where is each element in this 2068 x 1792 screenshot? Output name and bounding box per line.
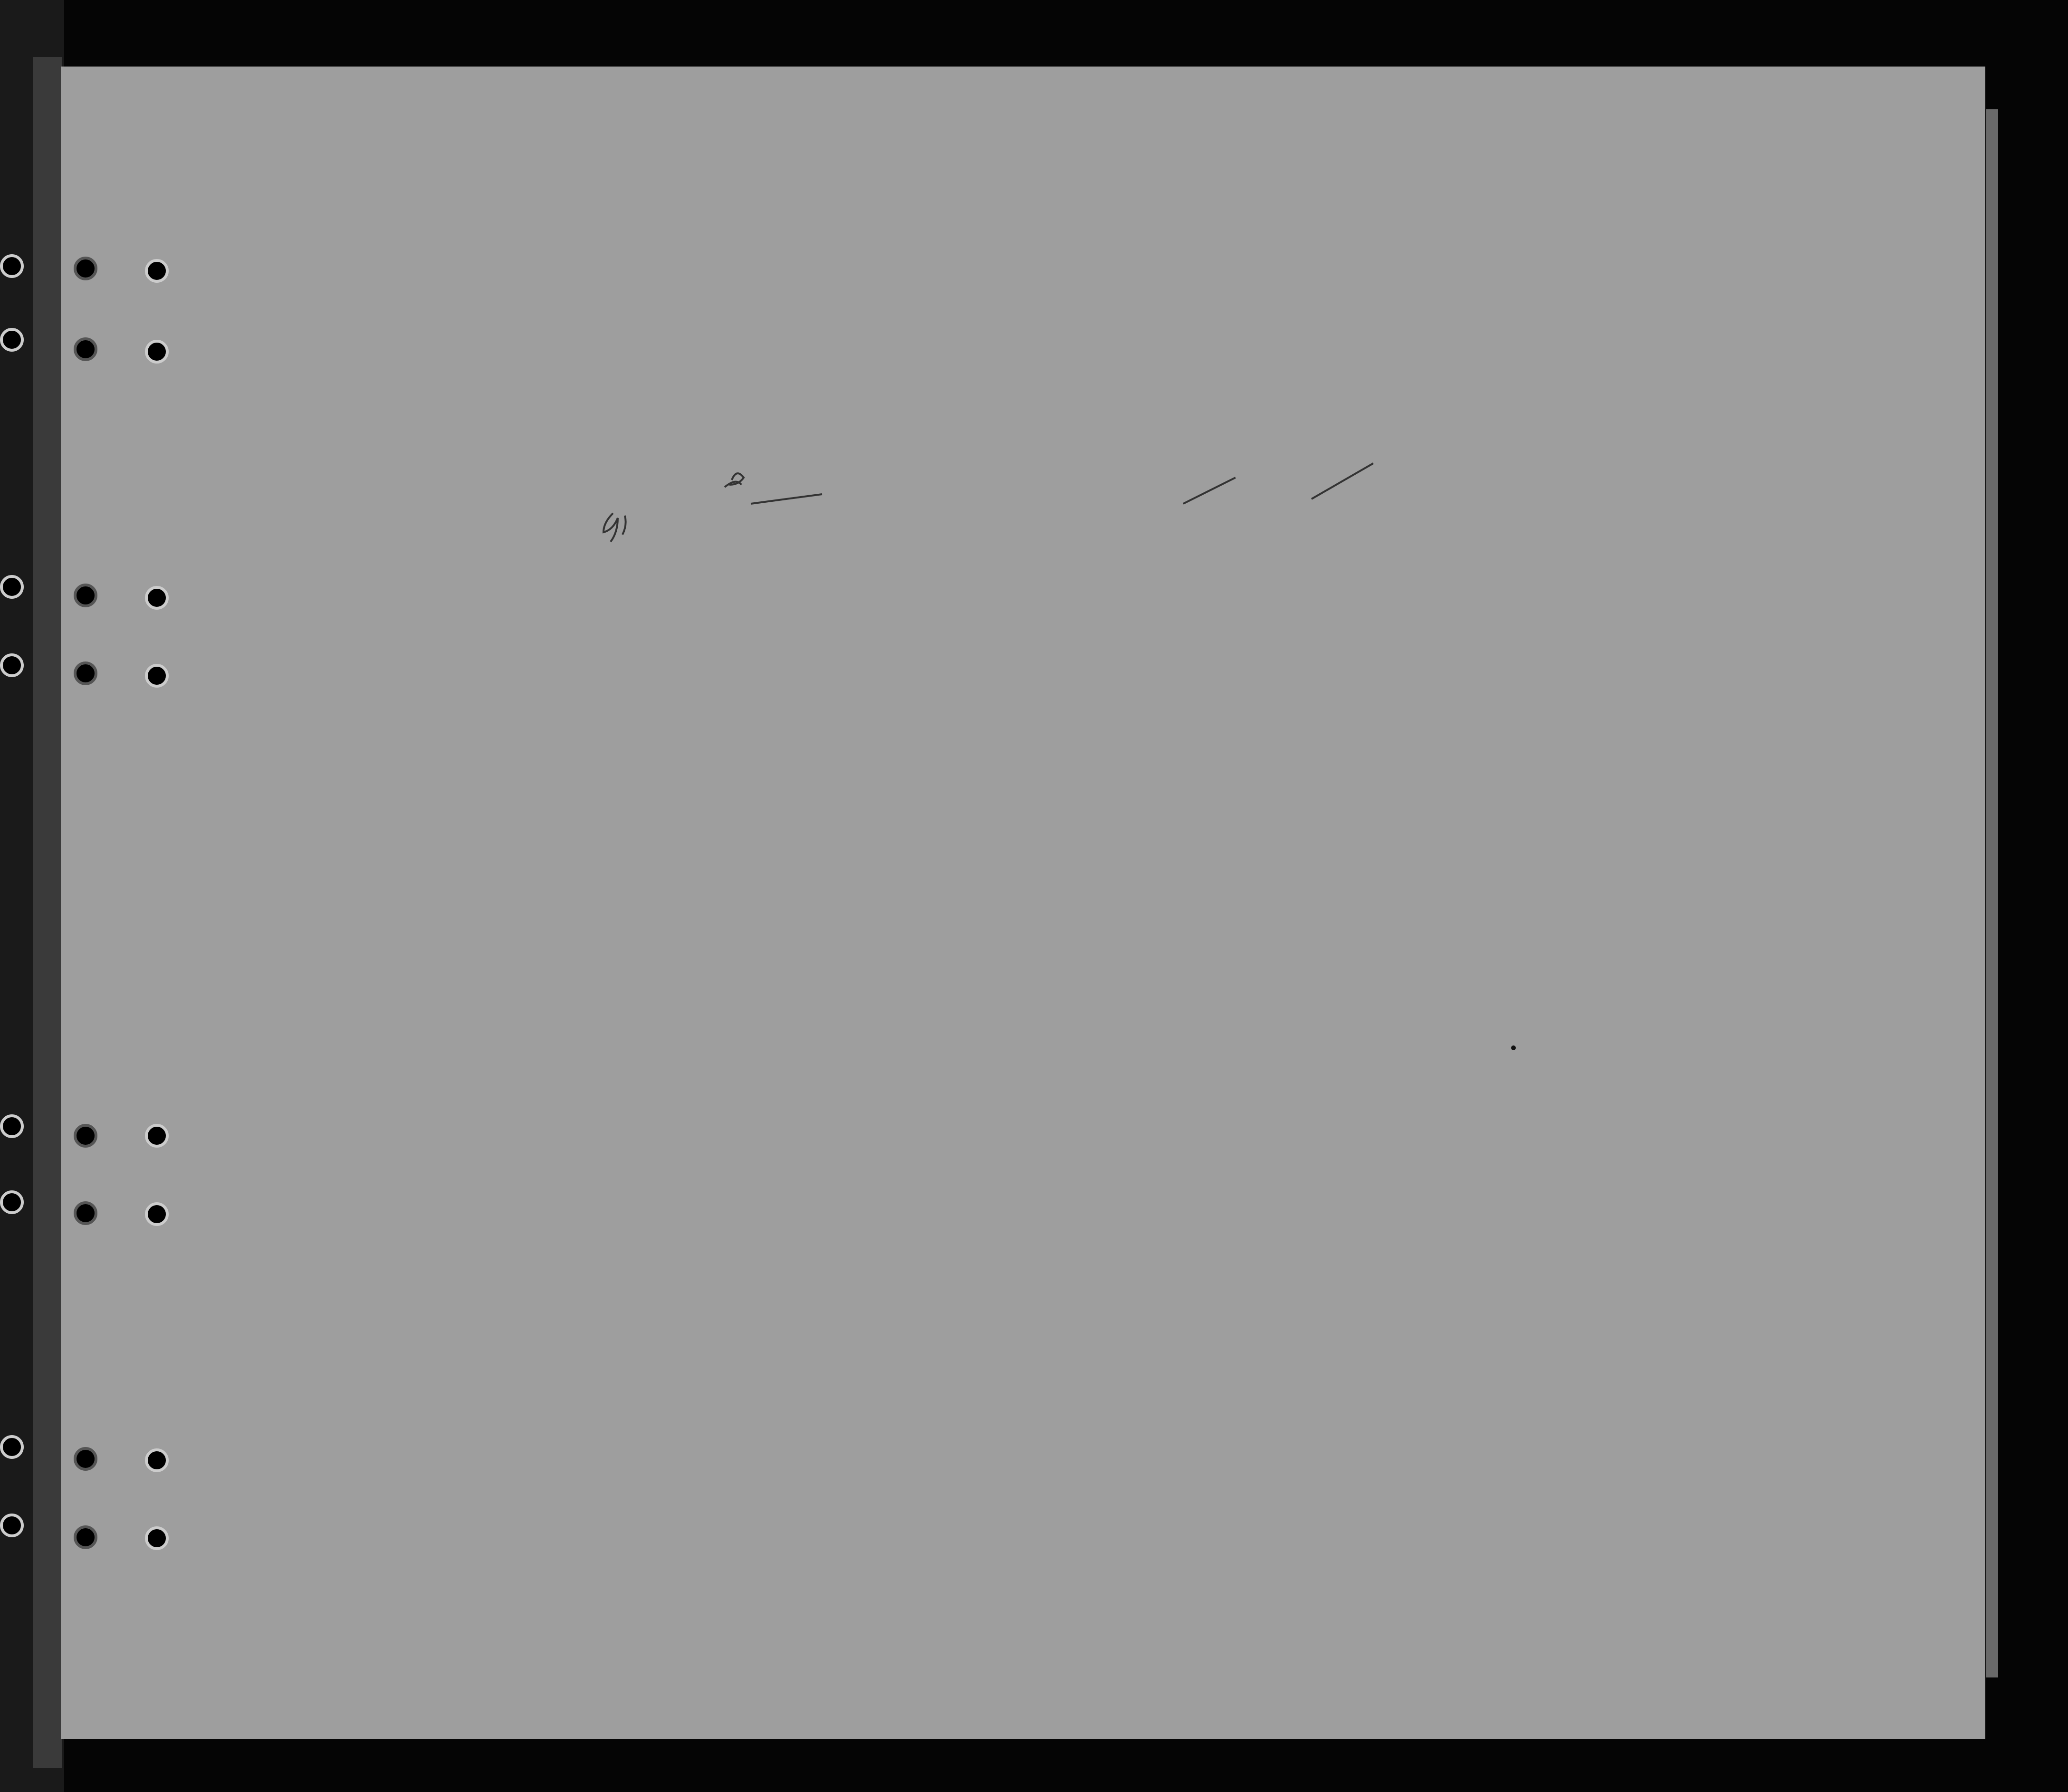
ink-dot (1511, 1045, 1516, 1050)
column-strike-line (1312, 463, 1373, 499)
money-strike-line (751, 494, 822, 504)
money-tick-mark (725, 473, 744, 487)
ticket-checkmark (603, 513, 626, 542)
purpose-strike-line (1183, 478, 1235, 504)
